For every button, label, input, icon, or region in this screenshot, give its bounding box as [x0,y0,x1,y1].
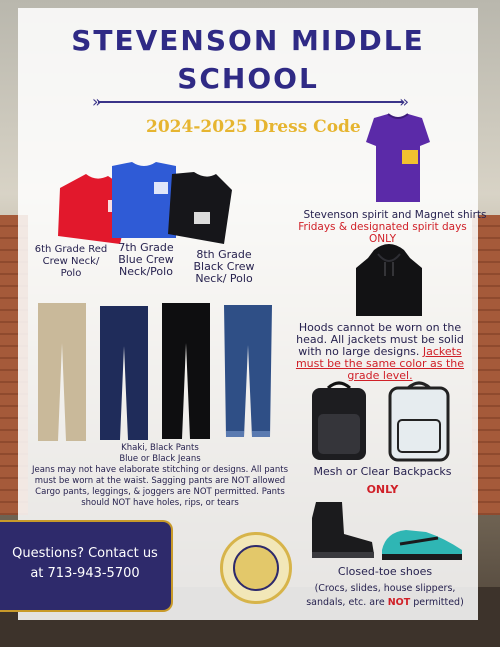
hoods-line2: head. All jackets must be solid [296,333,464,346]
pants-line1: Khaki, Black Pants [121,443,199,453]
shoes-line3: sandals, etc. are NOT permitted) [306,597,464,608]
black-mesh-backpack-icon [306,380,372,462]
clear-backpack-icon [384,380,454,462]
contact-box [0,520,173,612]
teal-sneaker-icon [378,524,464,562]
spirit-shirt-line1: Stevenson spirit and Magnet shirts [303,209,487,221]
navy-pants-icon [98,306,150,442]
contact-question: Questions? Contact us [12,546,158,561]
blue-jeans-icon [222,305,274,439]
school-title-line2: SCHOOL [177,62,319,95]
pants-line2: Blue or Black Jeans [119,454,201,464]
backpacks-line1: Mesh or Clear Backpacks [313,465,452,478]
backpacks-line2: ONLY [366,483,399,496]
dress-code-subtitle: 2024-2025 Dress Code [146,117,361,137]
shoes-line1: Closed-toe shoes [337,565,433,578]
spirit-shirt-line2: Fridays & designated spirit days [298,221,467,233]
dragon-emblem-icon [233,545,279,591]
title-arrow-divider [98,101,403,103]
seventh-grade-label: 7th Grade Blue Crew Neck/Polo [118,241,174,278]
black-hoodie-icon [352,242,426,320]
eighth-grade-label: 8th Grade Black Crew Neck/ Polo [193,248,255,285]
black-pants-icon [160,303,212,441]
contact-phone[interactable]: at 713-943-5700 [30,566,140,581]
pants-line6: should NOT have holes, rips, or tears [81,498,239,508]
shoes-line2: (Crocs, slides, house slippers, [314,583,456,594]
purple-spirit-shirt-icon [364,112,432,204]
dragons-seal-logo [220,532,292,604]
black-crew-shirt-icon [166,170,236,246]
hoods-line1: Hoods cannot be worn on the [298,321,462,334]
hoods-line5: grade level. [347,369,413,382]
khaki-pants-icon [36,303,88,443]
hoods-line4: must be the same color as the [295,357,465,370]
hoods-line3: with no large designs. Jackets [298,345,462,358]
pants-line3: Jeans may not have elaborate stitching or designs. All pants [31,465,288,475]
black-boot-icon [308,498,378,560]
pants-line4: must be worn at the waist. Sagging pants are NOT allowed [34,476,286,486]
spirit-shirt-line3: ONLY [369,233,396,245]
sixth-grade-label: 6th Grade Red Crew Neck/ Polo [34,244,108,279]
school-title-line1: STEVENSON MIDDLE [71,24,425,57]
pants-line5: Cargo pants, leggings, & joggers are NOT permitted. Pants [35,487,285,497]
